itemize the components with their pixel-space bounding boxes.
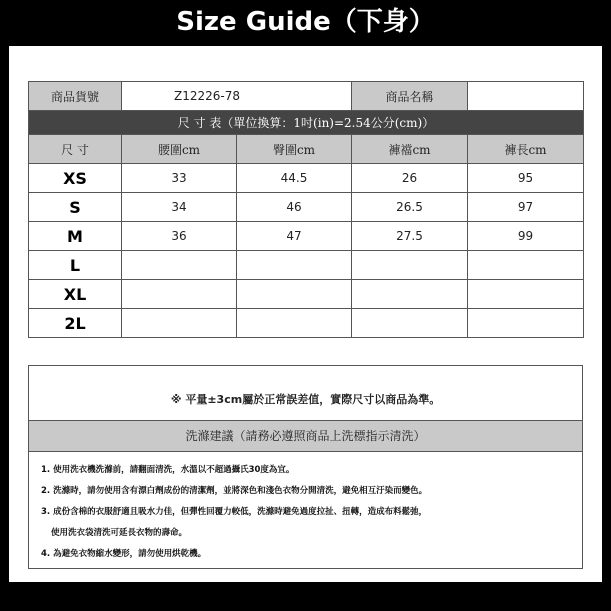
column-header: 臀圍cm	[237, 135, 352, 164]
washing-item: 4. 為避免衣物縮水變形，請勿使用烘乾機。	[41, 549, 207, 559]
hip-cell	[237, 309, 352, 338]
table-row	[29, 222, 584, 251]
waist-cell	[122, 309, 237, 338]
measurement-note-box	[28, 365, 583, 421]
length-cell	[468, 280, 584, 309]
length-cell: 95	[468, 164, 584, 193]
size-guide-card	[9, 46, 602, 582]
crotch-cell: 26.5	[352, 193, 468, 222]
crotch-cell	[352, 251, 468, 280]
column-header: 褲襠cm	[352, 135, 468, 164]
hip-cell: 44.5	[237, 164, 352, 193]
crotch-cell	[352, 309, 468, 338]
page-title: Size Guide（下身）	[176, 7, 435, 37]
waist-cell: 33	[122, 164, 237, 193]
column-header: 腰圍cm	[122, 135, 237, 164]
hip-cell	[237, 280, 352, 309]
product-code-label: 商品貨號	[29, 82, 122, 111]
hip-cell	[237, 251, 352, 280]
washing-instructions	[28, 451, 583, 569]
size-cell: XS	[29, 164, 122, 193]
size-cell: XL	[29, 280, 122, 309]
washing-item: 3. 成份含棉的衣服舒適且吸水力佳，但彈性回覆力較低，洗滌時避免過度拉扯、扭轉，造成布料鬆弛，	[41, 507, 428, 517]
measurement-note: ※ 平量±3cm屬於正常誤差值，實際尺寸以商品為準。	[170, 393, 441, 406]
length-cell: 99	[468, 222, 584, 251]
washing-title: 洗滌建議（請務必遵照商品上洗標指示清洗）	[28, 420, 583, 452]
table-row	[29, 309, 584, 338]
size-cell: L	[29, 251, 122, 280]
table-row	[29, 164, 584, 193]
hip-cell: 46	[237, 193, 352, 222]
size-table	[28, 81, 584, 338]
column-header: 褲長cm	[468, 135, 584, 164]
size-table-caption: 尺 寸 表（單位換算：1吋(in)=2.54公分(cm)）	[29, 111, 584, 135]
product-code-value: Z12226-78	[122, 82, 352, 111]
hip-cell: 47	[237, 222, 352, 251]
column-header: 尺 寸	[29, 135, 122, 164]
waist-cell: 34	[122, 193, 237, 222]
washing-item: 1. 使用洗衣機洗滌前，請翻面清洗，水溫以不超過攝氏30度為宜。	[41, 465, 295, 475]
size-cell: M	[29, 222, 122, 251]
length-cell	[468, 309, 584, 338]
length-cell	[468, 251, 584, 280]
washing-item: 使用洗衣袋清洗可延長衣物的壽命。	[51, 528, 188, 538]
crotch-cell	[352, 280, 468, 309]
waist-cell	[122, 280, 237, 309]
waist-cell: 36	[122, 222, 237, 251]
table-row	[29, 251, 584, 280]
product-name-value	[468, 82, 584, 111]
crotch-cell: 27.5	[352, 222, 468, 251]
product-name-label: 商品名稱	[352, 82, 468, 111]
bottom-bar	[0, 594, 611, 611]
waist-cell	[122, 251, 237, 280]
washing-item: 2. 洗滌時，請勿使用含有漂白劑成份的清潔劑，並將深色和淺色衣物分開清洗，避免相互汙染而變色。	[41, 486, 428, 496]
table-row	[29, 280, 584, 309]
length-cell: 97	[468, 193, 584, 222]
size-table-header-row	[29, 135, 584, 164]
table-row	[29, 193, 584, 222]
size-cell: 2L	[29, 309, 122, 338]
size-cell: S	[29, 193, 122, 222]
product-info-row	[29, 82, 584, 111]
crotch-cell: 26	[352, 164, 468, 193]
